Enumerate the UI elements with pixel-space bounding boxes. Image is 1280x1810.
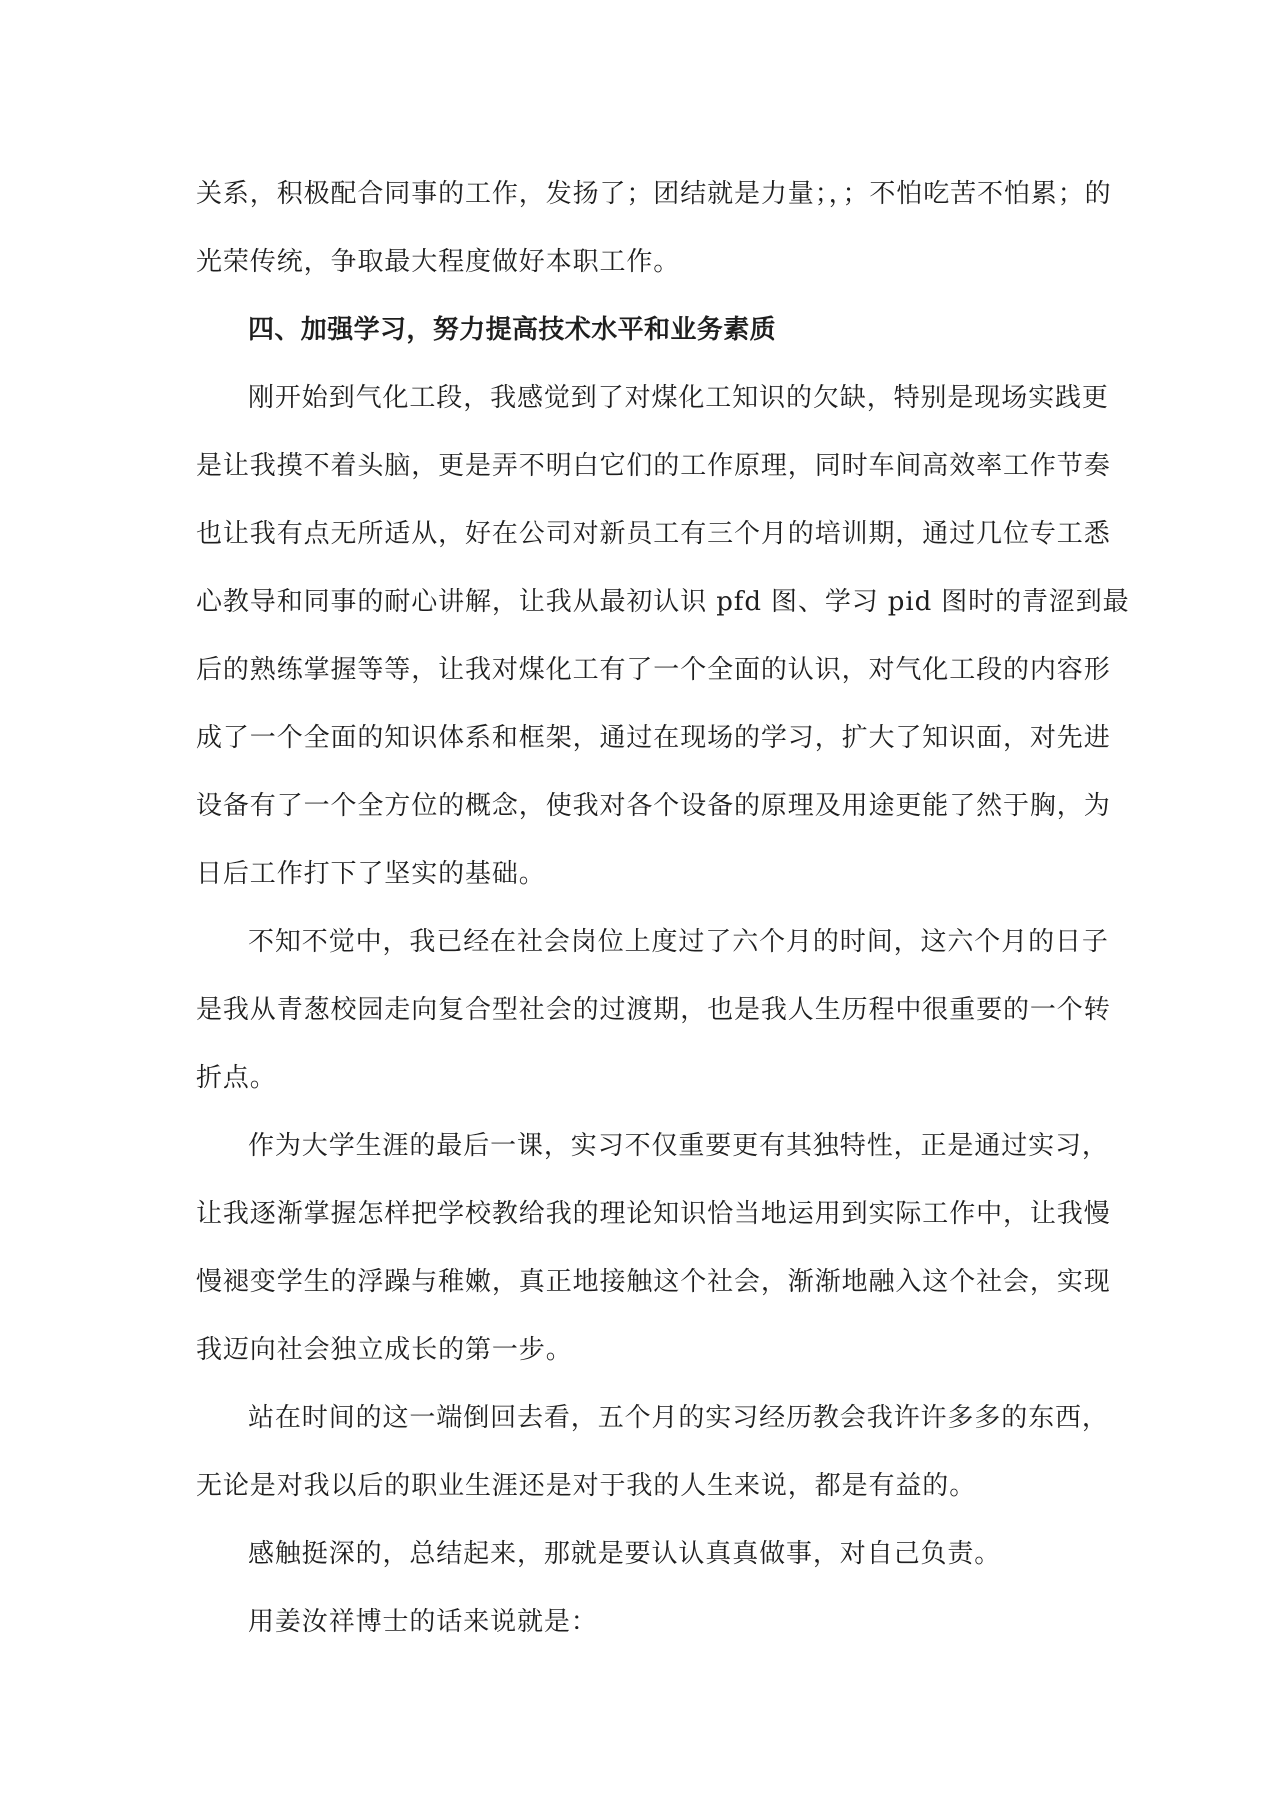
text-line: 设备有了一个全方位的概念，使我对各个设备的原理及用途更能了然于胸，为 [196, 791, 1111, 821]
text-line: 刚开始到气化工段，我感觉到了对煤化工知识的欠缺，特别是现场实践更 [248, 383, 1109, 413]
text-line: 光荣传统，争取最大程度做好本职工作。 [196, 247, 681, 277]
heading-text: 四、加强学习，努力提高技术水平和业务素质 [248, 315, 777, 345]
text-line: 也让我有点无所适从，好在公司对新员工有三个月的培训期，通过几位专工悉 [196, 519, 1111, 549]
text-line: 用姜汝祥博士的话来说就是： [248, 1607, 598, 1637]
text-line: 成了一个全面的知识体系和框架，通过在现场的学习，扩大了知识面，对先进 [196, 723, 1111, 753]
paragraph-quote-intro [196, 1588, 1086, 1656]
text-line: 心教导和同事的耐心讲解，让我从最初认识 pfd 图、学习 pid 图时的青涩到最 [196, 587, 1130, 617]
text-line: 折点。 [196, 1063, 277, 1093]
text-line: 感触挺深的，总结起来，那就是要认认真真做事，对自己负责。 [248, 1539, 1002, 1569]
text-line: 是让我摸不着头脑，更是弄不明白它们的工作原理，同时车间高效率工作节奏 [196, 451, 1111, 481]
text-line: 让我逐渐掌握怎样把学校教给我的理论知识恰当地运用到实际工作中，让我慢 [196, 1199, 1111, 1229]
document-body [196, 160, 1130, 1656]
text-line: 不知不觉中，我已经在社会岗位上度过了六个月的时间，这六个月的日子 [248, 927, 1109, 957]
text-line: 无论是对我以后的职业生涯还是对于我的人生来说，都是有益的。 [196, 1471, 977, 1501]
paragraph-teamwork-continued [196, 160, 1112, 296]
text-line: 后的熟练掌握等等，让我对煤化工有了一个全面的认识，对气化工段的内容形 [196, 655, 1111, 685]
text-line: 关系，积极配合同事的工作，发扬了；团结就是力量；，；不怕吃苦不怕累；的 [196, 179, 1112, 209]
paragraph-summary [196, 1520, 1086, 1588]
text-line: 日后工作打下了坚实的基础。 [196, 859, 546, 889]
paragraph-looking-back [196, 1384, 1109, 1520]
paragraph-last-lesson [196, 1112, 1111, 1384]
section-heading-4 [196, 296, 1086, 364]
text-line: 站在时间的这一端倒回去看，五个月的实习经历教会我许许多多的东西， [248, 1403, 1109, 1433]
text-line: 我迈向社会独立成长的第一步。 [196, 1335, 573, 1365]
paragraph-gasification-learning [196, 364, 1130, 908]
text-line: 是我从青葱校园走向复合型社会的过渡期，也是我人生历程中很重要的一个转 [196, 995, 1111, 1025]
text-line: 慢褪变学生的浮躁与稚嫩，真正地接触这个社会，渐渐地融入这个社会，实现 [196, 1267, 1111, 1297]
paragraph-six-months [196, 908, 1111, 1112]
text-line: 作为大学生涯的最后一课，实习不仅重要更有其独特性，正是通过实习， [248, 1131, 1109, 1161]
